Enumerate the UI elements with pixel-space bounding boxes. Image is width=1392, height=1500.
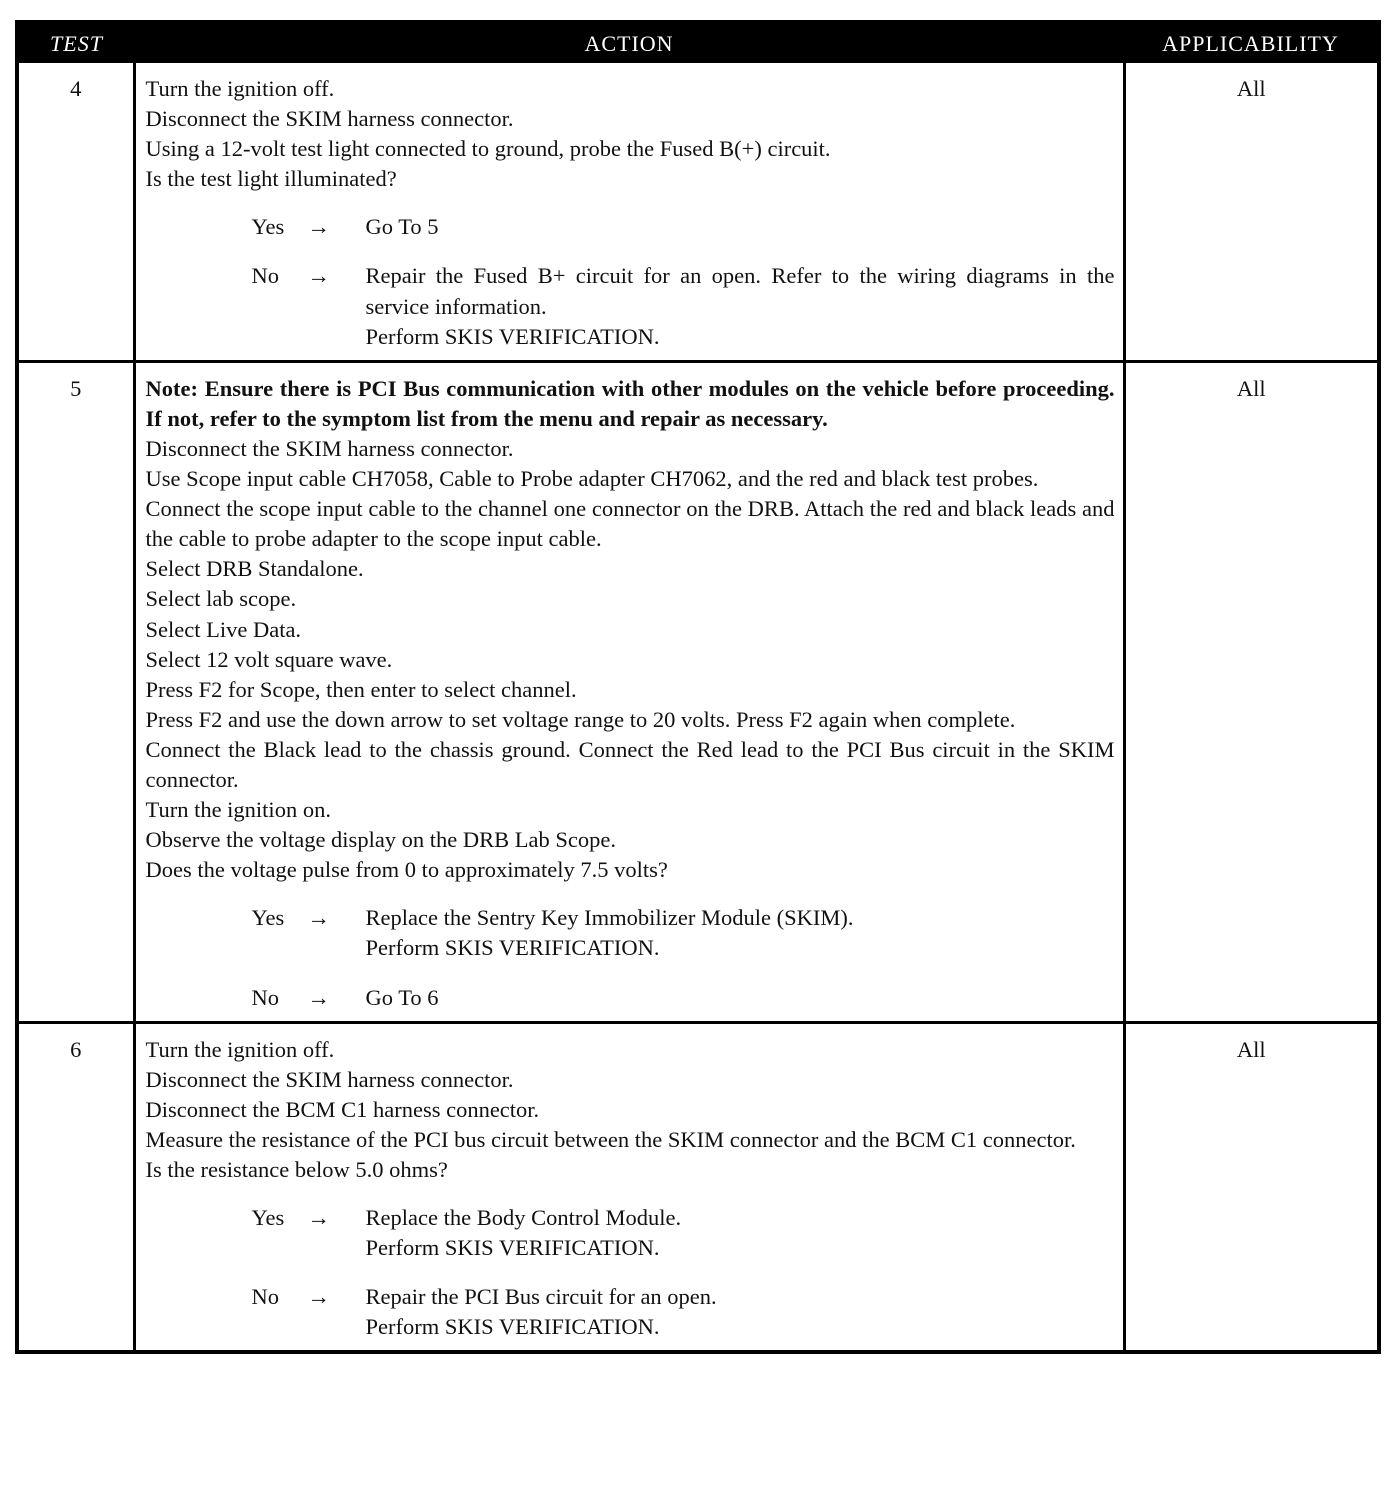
branch-action (366, 1203, 1115, 1263)
action-note: Note: Ensure there is PCI Bus communication with other modules on the vehicle before proceeding. If not, refer to the symptom list from the menu and repair as necessary. (145, 375, 1115, 431)
branch-action (366, 903, 1115, 963)
test-number: 5 (17, 361, 134, 1022)
result-branch-no (252, 983, 1115, 1013)
branch-action-line: Replace the Sentry Key Immobilizer Module (SKIM). (365, 905, 854, 931)
branch-action-line: Repair the PCI Bus circuit for an open. (365, 1284, 717, 1310)
branch-action-line: Perform SKIS VERIFICATION. (365, 1235, 660, 1261)
branch-action-line: Perform SKIS VERIFICATION. (365, 935, 660, 961)
result-branch-yes (252, 1203, 1115, 1263)
action-step: Disconnect the BCM C1 harness connector. (145, 1096, 540, 1122)
header-test: TEST (17, 22, 134, 63)
action-step: Connect the Black lead to the chassis ground. Connect the Red lead to the PCI Bus circuit in the SKIM connector. (145, 736, 1115, 792)
branch-action (366, 983, 1115, 1013)
header-applicability: APPLICABILITY (1124, 22, 1379, 63)
action-step: Press F2 for Scope, then enter to select channel. (145, 676, 577, 702)
result-branches (146, 1203, 1115, 1342)
action-step: Select lab scope. (145, 586, 297, 612)
action-cell (134, 63, 1124, 361)
branch-action-line: Go To 6 (365, 984, 439, 1010)
arrow-right-icon: → (307, 984, 330, 1010)
branch-action-line: Replace the Body Control Module. (365, 1205, 682, 1231)
action-step: Using a 12-volt test light connected to ground, probe the Fused B(+) circuit. (145, 136, 831, 162)
action-step: Is the resistance below 5.0 ohms? (145, 1157, 448, 1182)
table-row (17, 63, 1379, 361)
action-step: Turn the ignition off. (145, 1036, 335, 1062)
action-step: Does the voltage pulse from 0 to approximately 7.5 volts? (145, 857, 668, 883)
result-branches (146, 212, 1115, 351)
action-step: Select 12 volt square wave. (145, 646, 393, 672)
result-branch-no (252, 261, 1115, 351)
action-step: Connect the scope input cable to the channel one connector on the DRB. Attach the red and black leads and the cable to probe adapter to the scope input cable. (145, 496, 1115, 552)
action-step: Select Live Data. (145, 616, 302, 642)
action-step: Disconnect the SKIM harness connector. (145, 106, 514, 132)
branch-action-line: Repair the Fused B+ circuit for an open. Refer to the wiring diagrams in the service information. (365, 263, 1115, 319)
branch-action (366, 212, 1115, 242)
diagnostic-test-table (15, 20, 1381, 1354)
header-row (17, 22, 1379, 63)
result-branches (146, 903, 1115, 1012)
branch-action (366, 1282, 1115, 1342)
action-step: Press F2 and use the down arrow to set voltage range to 20 volts. Press F2 again when complete. (145, 706, 1016, 732)
action-step: Disconnect the SKIM harness connector. (145, 435, 514, 461)
table-row (17, 361, 1379, 1022)
action-step: Use Scope input cable CH7058, Cable to Probe adapter CH7062, and the red and black test probes. (145, 466, 1039, 492)
action-step: Disconnect the SKIM harness connector. (145, 1066, 514, 1092)
arrow-right-icon: → (307, 214, 330, 240)
branch-action-line: Go To 5 (365, 214, 439, 240)
table-row (17, 1022, 1379, 1352)
branch-label: No (251, 1284, 279, 1310)
branch-label: No (251, 263, 279, 289)
table-header (17, 22, 1379, 63)
result-branch-yes (252, 212, 1115, 242)
branch-action (366, 261, 1115, 351)
branch-label: Yes (251, 905, 285, 931)
branch-label: No (251, 984, 279, 1010)
result-branch-no (252, 1282, 1115, 1342)
arrow-right-icon: → (307, 905, 330, 931)
arrow-right-icon: → (307, 1205, 330, 1231)
action-step: Select DRB Standalone. (145, 556, 364, 582)
applicability-cell: All (1124, 63, 1379, 361)
test-number: 4 (17, 63, 134, 361)
arrow-right-icon: → (307, 1284, 330, 1310)
result-branch-yes (252, 903, 1115, 963)
applicability-cell: All (1124, 361, 1379, 1022)
branch-label: Yes (251, 1205, 285, 1231)
branch-action-line: Perform SKIS VERIFICATION. (365, 1314, 660, 1340)
action-step: Is the test light illuminated? (145, 166, 397, 192)
action-step: Observe the voltage display on the DRB Lab Scope. (145, 827, 617, 853)
branch-action-line: Perform SKIS VERIFICATION. (365, 323, 660, 349)
table-body (17, 63, 1379, 1352)
action-cell (134, 361, 1124, 1022)
applicability-cell: All (1124, 1022, 1379, 1352)
action-step: Turn the ignition on. (145, 797, 331, 823)
action-step: Turn the ignition off. (145, 76, 335, 101)
header-action: ACTION (134, 22, 1124, 63)
arrow-right-icon: → (307, 263, 330, 289)
action-step: Measure the resistance of the PCI bus circuit between the SKIM connector and the BCM C1 connector. (145, 1126, 1076, 1152)
action-cell (134, 1022, 1124, 1352)
branch-label: Yes (251, 214, 285, 240)
test-number: 6 (17, 1022, 134, 1352)
